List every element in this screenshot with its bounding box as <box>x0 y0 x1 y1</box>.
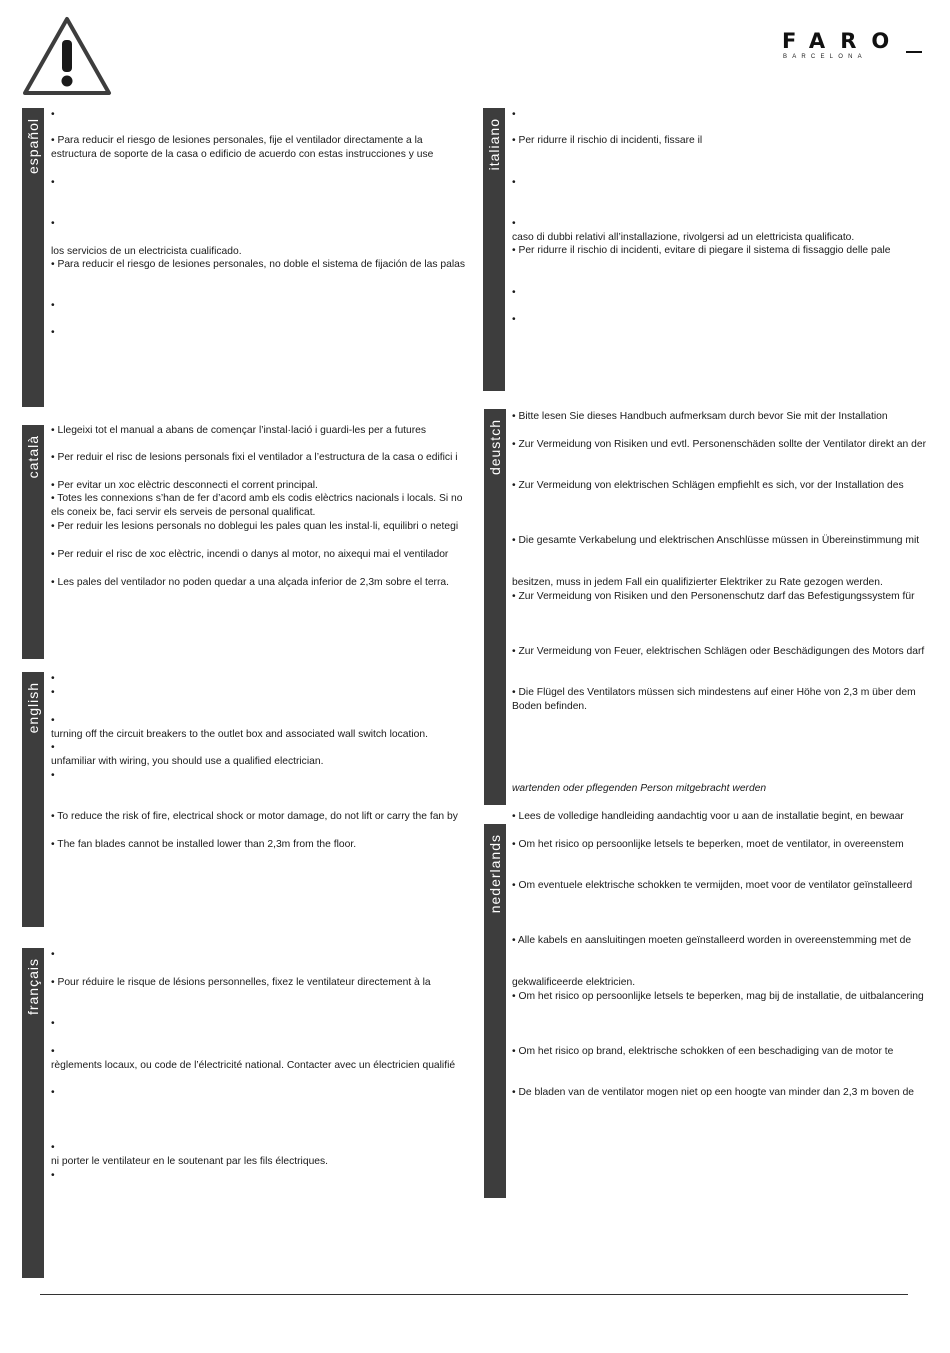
text-line: • Bitte lesen Sie dieses Handbuch aufmerksam durch bevor Sie mit der Installation <box>512 411 888 422</box>
section-label: deustch <box>487 419 503 476</box>
warning-triangle-icon <box>22 16 112 96</box>
text-line: • Om het risico op brand, elektrische schokken of een beschadiging van de motor te <box>512 1046 894 1057</box>
text-line: règlements locaux, ou code de l’électricité national. Contacter avec un électricien qualifié <box>51 1060 456 1071</box>
section-tab-italiano <box>483 108 505 391</box>
text-line: • Llegeixi tot el manual a abans de començar l’instal·lació i guardi-les per a futures <box>51 425 427 436</box>
text-line: • <box>51 1087 55 1098</box>
text-line: • <box>51 1142 55 1153</box>
text-line: turning off the circuit breakers to the outlet box and associated wall switch location. <box>51 729 428 740</box>
text-line: els coneix be, faci servir els serveis de personal qualificat. <box>51 507 316 518</box>
text-line: • <box>51 742 55 753</box>
text-line: • <box>512 314 516 325</box>
section-label: nederlands <box>487 834 503 914</box>
text-line: • <box>51 673 55 684</box>
text-line: • <box>512 287 516 298</box>
text-line: • <box>51 1046 55 1057</box>
text-line: • Per reduir el risc de xoc elèctric, incendi o danys al motor, no aixequi mai el ventilador <box>51 549 449 560</box>
logo-subtext: BARCELONA <box>783 54 867 60</box>
text-line: • <box>51 177 55 188</box>
text-line: • Om eventuele elektrische schokken te vermijden, moet voor de ventilator geïnstalleerd <box>512 880 913 891</box>
section-tab-catala <box>22 425 44 659</box>
text-line: • Die gesamte Verkabelung und elektrischen Anschlüsse müssen in Übereinstimmung mit <box>512 535 920 546</box>
section-label: català <box>25 435 41 479</box>
section-label: français <box>25 958 41 1016</box>
text-line: • Om het risico op persoonlijke letsels te beperken, moet de ventilator, in overeenstem <box>512 839 904 850</box>
text-line: • Per ridurre il rischio di incidenti, evitare di piegare il sistema di fissaggio delle pale <box>512 245 891 256</box>
section-label: español <box>25 118 41 175</box>
text-line: • <box>51 1018 55 1029</box>
brand-logo <box>782 30 924 62</box>
text-line: • Para reducir el riesgo de lesiones personales, fije el ventilador directamente a la <box>51 135 423 146</box>
text-line: • De bladen van de ventilator mogen niet op een hoogte van minder dan 2,3 m boven de <box>512 1087 915 1098</box>
text-line: • Lees de volledige handleiding aandachtig voor u aan de installatie begint, en bewaar <box>512 811 904 822</box>
text-line: • <box>51 770 55 781</box>
text-line: • To reduce the risk of fire, electrical shock or motor damage, do not lift or carry the fan by <box>51 811 458 822</box>
text-line: • Zur Vermeidung von Risiken und den Personenschutz darf das Befestigungssystem für <box>512 591 915 602</box>
text-line: • Alle kabels en aansluitingen moeten geïnstalleerd worden in overeenstemming met de <box>512 935 912 946</box>
section-tab-english <box>22 672 44 927</box>
text-line: • Die Flügel des Ventilators müssen sich mindestens auf einer Höhe von 2,3 m über dem <box>512 687 916 698</box>
text-line: • Para reducir el riesgo de lesiones personales, no doble el sistema de fijación de las palas <box>51 259 466 270</box>
logo-underline <box>906 51 922 53</box>
text-line: • Zur Vermeidung von elektrischen Schlägen empfiehlt es sich, vor der Installation des <box>512 480 904 491</box>
text-line: los servicios de un electricista cualificado. <box>51 246 242 257</box>
text-line: • <box>51 949 55 960</box>
text-line: estructura de soporte de la casa o edificio de acuerdo con estas instrucciones y use <box>51 149 434 160</box>
text-line: • Om het risico op persoonlijke letsels te beperken, mag bij de installatie, de uitbalancering <box>512 991 924 1002</box>
text-line: • Zur Vermeidung von Risiken und evtl. Personenschäden sollte der Ventilator direkt an der <box>512 439 926 450</box>
text-line: • <box>51 300 55 311</box>
text-line: • <box>51 715 55 726</box>
text-line: caso di dubbi relativi all’installazione, rivolgersi ad un elettricista qualificato. <box>512 232 855 243</box>
text-line: • Per reduir el risc de lesions personals fixi el ventilador a l’estructura de la casa o edifici i <box>51 452 458 463</box>
text-line: • Les pales del ventilador no poden quedar a una alçada inferior de 2,3m sobre el terra. <box>51 577 450 588</box>
text-line: • Per reduir les lesions personals no doblegui les pales quan les instal·li, equilibri o netegi <box>51 521 459 532</box>
text-line: • <box>51 109 55 120</box>
text-line: wartenden oder pflegenden Person mitgebracht werden <box>512 783 767 794</box>
text-line: • <box>51 1170 55 1181</box>
text-line: ni porter le ventilateur en le soutenant par les fils électriques. <box>51 1156 329 1167</box>
text-line: • <box>51 687 55 698</box>
text-line: besitzen, muss in jedem Fall ein qualifizierter Elektriker zu Rate gezogen werden. <box>512 577 883 588</box>
text-line: • Per evitar un xoc elèctric desconnecti el corrent principal. <box>51 480 318 491</box>
section-tab-deutsch <box>484 409 506 805</box>
section-tab-espanol <box>22 108 44 407</box>
text-line: Boden befinden. <box>512 701 588 712</box>
section-label: italiano <box>486 118 502 171</box>
logo-text: FARO <box>782 29 905 53</box>
text-line: gekwalificeerde elektricien. <box>512 977 636 988</box>
text-line: • Per ridurre il rischio di incidenti, fissare il <box>512 135 703 146</box>
text-line: • <box>51 327 55 338</box>
text-line: • <box>51 218 55 229</box>
text-line: • Zur Vermeidung von Feuer, elektrischen Schlägen oder Beschädigungen des Motors darf <box>512 646 925 657</box>
section-tab-nederlands <box>484 824 506 1198</box>
text-line: • Pour réduire le risque de lésions personnelles, fixez le ventilateur directement à la <box>51 977 431 988</box>
footer-divider <box>40 1294 908 1295</box>
text-line: • <box>512 177 516 188</box>
section-label: english <box>25 682 41 734</box>
text-line: • Totes les connexions s’han de fer d’acord amb els codis elèctrics nacionals i locals. Si no <box>51 493 463 504</box>
text-line: unfamiliar with wiring, you should use a qualified electrician. <box>51 756 324 767</box>
text-line: • <box>512 218 516 229</box>
text-line: • The fan blades cannot be installed lower than 2,3m from the floor. <box>51 839 357 850</box>
section-tab-francais <box>22 948 44 1278</box>
text-line: • <box>512 109 516 120</box>
